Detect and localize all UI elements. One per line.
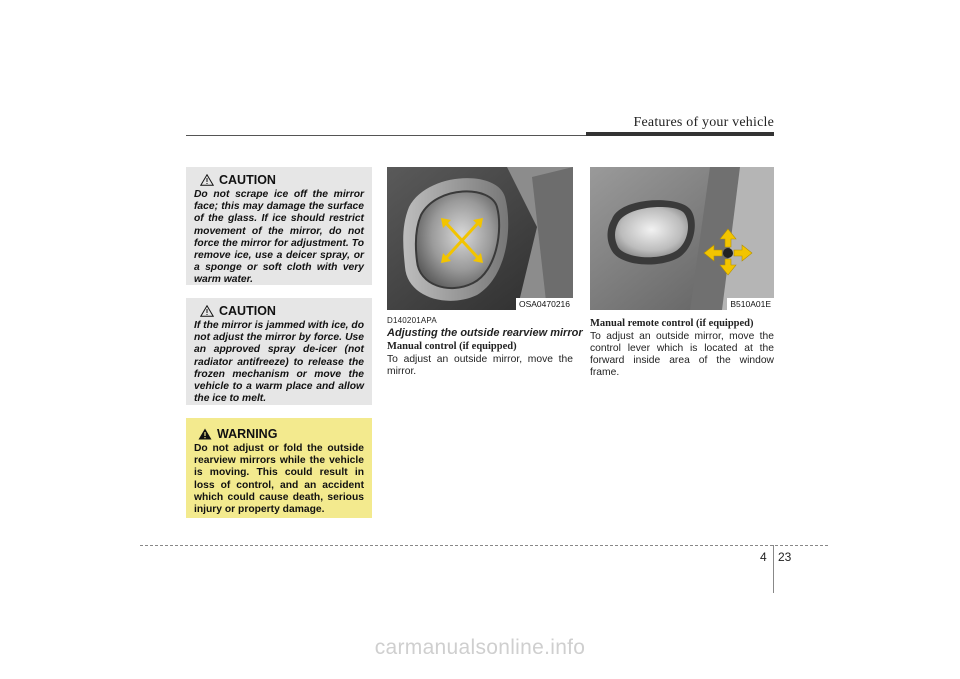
caution-triangle-icon	[200, 174, 214, 186]
warning-title: WARNING	[217, 427, 278, 441]
warning-triangle-icon	[198, 428, 212, 440]
caution-triangle-icon	[200, 305, 214, 317]
caution-heading	[200, 304, 372, 318]
mirror-photo-manual	[387, 167, 573, 310]
section-code: D140201APA	[387, 316, 437, 325]
warning-heading	[198, 427, 372, 441]
footer-divider	[773, 545, 774, 593]
header-rule	[186, 135, 586, 136]
caution-text: If the mirror is jammed with ice, do not adjust the mirror by force. Use an approved spray de-icer (not radiator antifreeze) to release the frozen mechanism or move the vehicle to a warm place and allow the ice to melt.	[194, 320, 364, 405]
remote-control-title: Manual remote control (if equipped)	[590, 318, 754, 329]
page-number: 23	[778, 550, 792, 564]
mirror-illustration	[387, 167, 573, 310]
remote-mirror-illustration	[590, 167, 774, 310]
manual-control-title: Manual control (if equipped)	[387, 341, 517, 352]
manual-control-text: To adjust an outside mirror, move the mirror.	[387, 354, 573, 377]
footer-rule	[140, 545, 828, 546]
warning-box	[186, 418, 372, 518]
section-title: Adjusting the outside rearview mirror	[387, 327, 583, 339]
caution-title: CAUTION	[219, 173, 276, 187]
caution-heading	[200, 173, 372, 187]
mirror-photo-remote	[590, 167, 774, 310]
caution-title: CAUTION	[219, 304, 276, 318]
caution-text: Do not scrape ice off the mirror face; this may damage the surface of the glass. If ice should restrict movement of the mirror, do not force the mirror for adjustment. To remove ice, use a deicer spray, or a sponge or soft cloth with very warm water.	[194, 189, 364, 286]
caution-box-1	[186, 167, 372, 285]
remote-control-text: To adjust an outside mirror, move the control lever which is located at the forward inside area of the window frame.	[590, 331, 774, 378]
photo-code: OSA0470216	[516, 298, 573, 310]
warning-text: Do not adjust or fold the outside rearview mirrors while the vehicle is moving. This could result in loss of control, and an accident which could cause death, serious injury or property damage.	[194, 443, 364, 516]
watermark: carmanualsonline.info	[374, 636, 586, 659]
photo-code: B510A01E	[727, 298, 774, 310]
chapter-number: 4	[760, 550, 767, 564]
page-header-title: Features of your vehicle	[633, 115, 774, 130]
header-rule-accent	[586, 132, 774, 136]
caution-box-2	[186, 298, 372, 405]
